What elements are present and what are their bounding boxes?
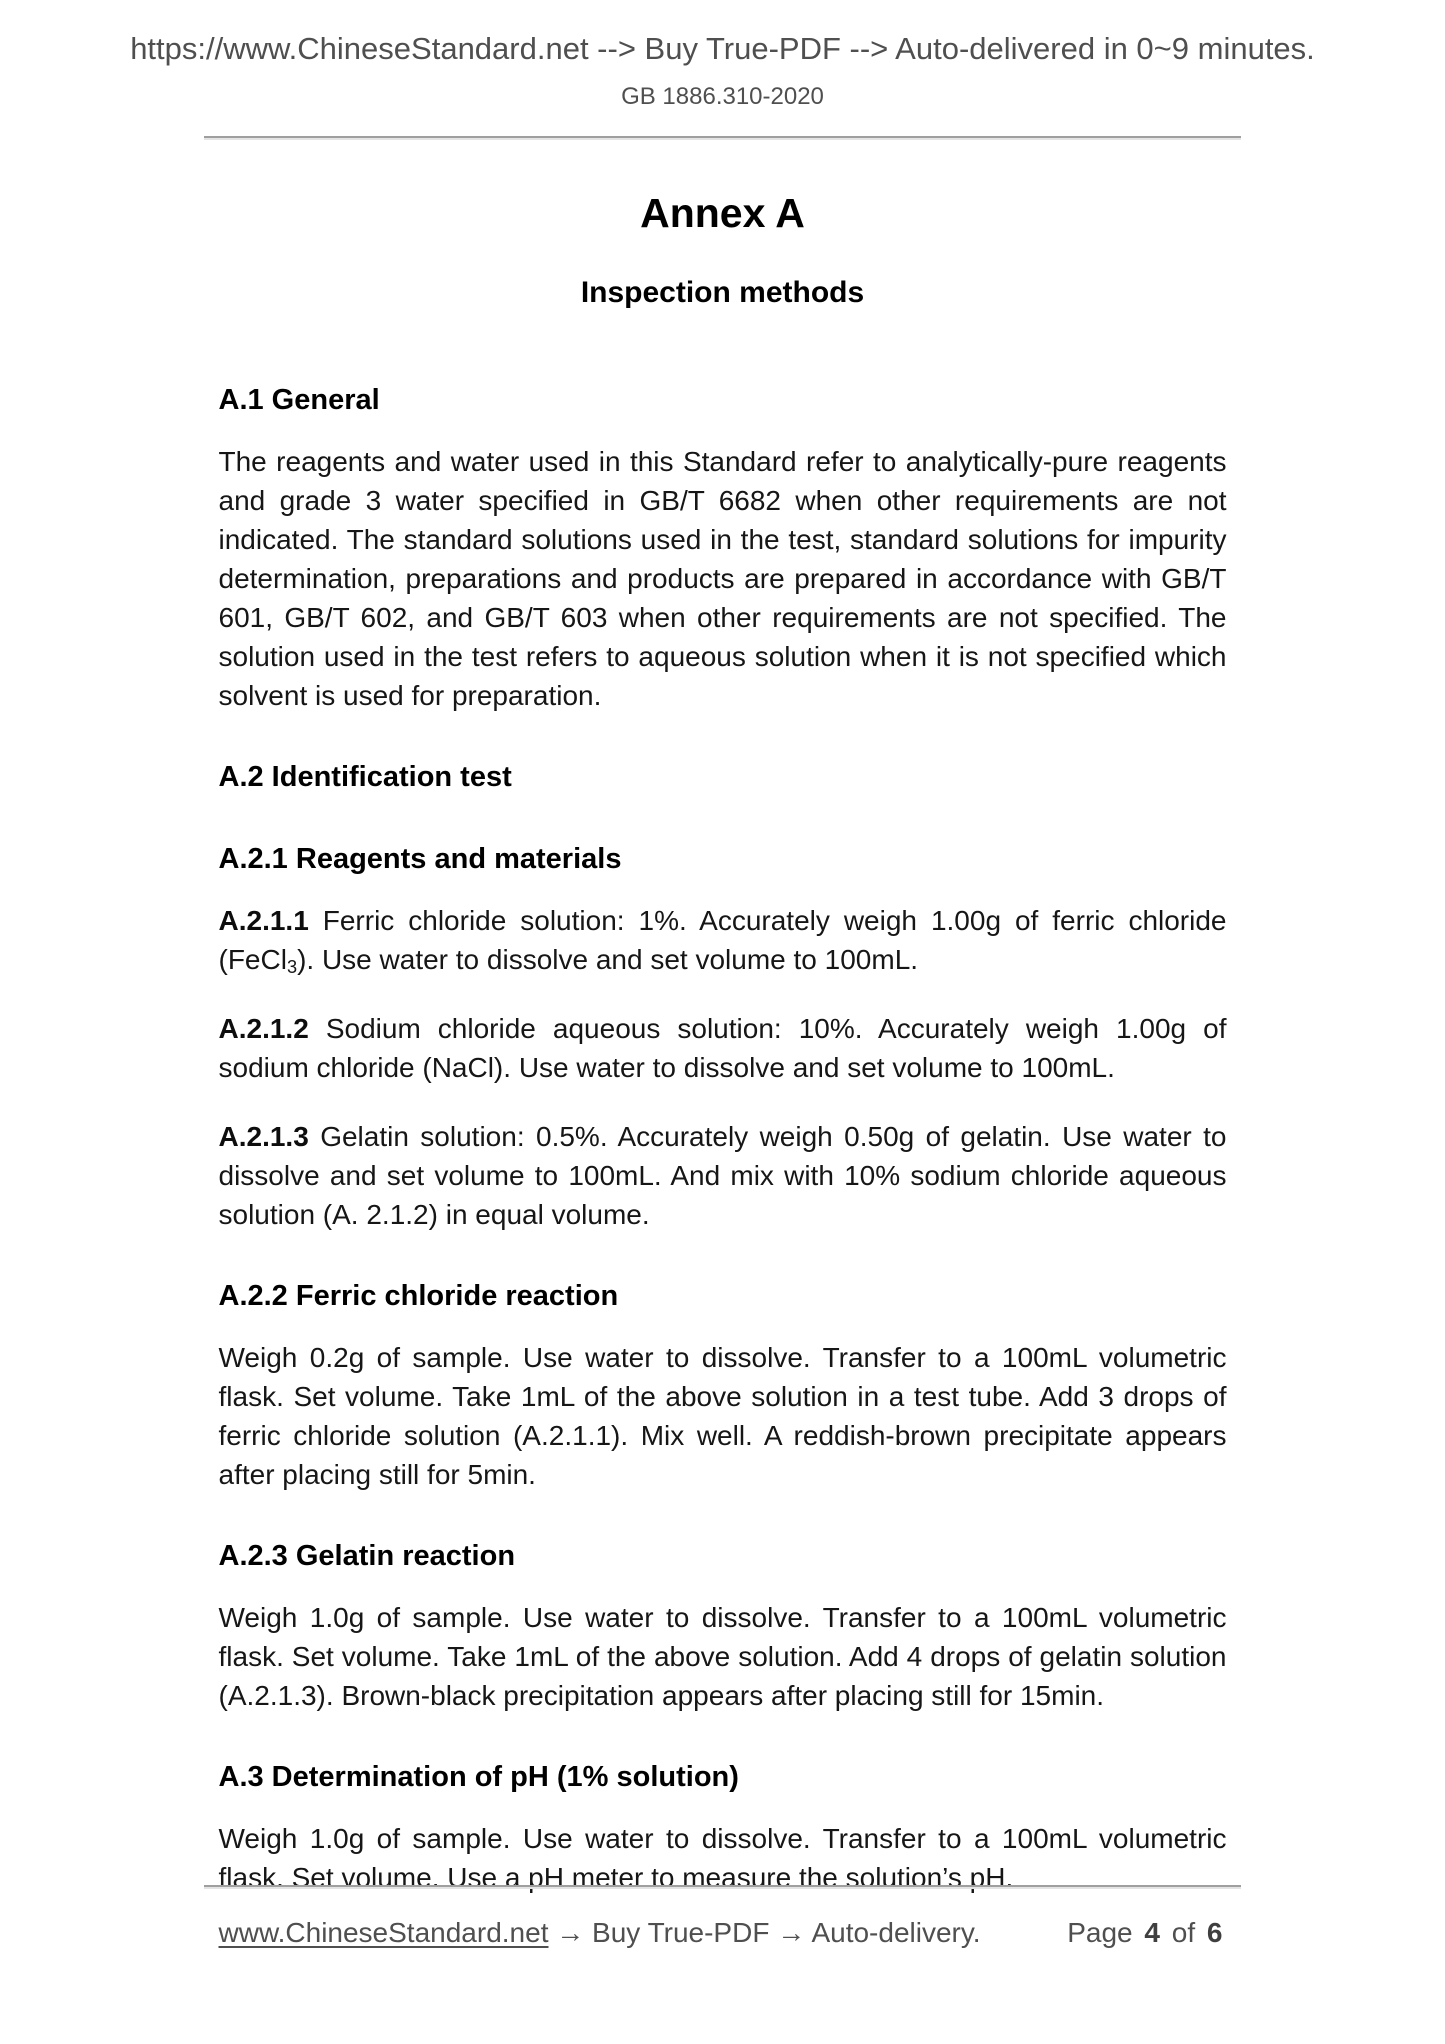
- heading-a2-identification-test: A.2 Identification test: [218, 761, 512, 793]
- paragraph-a212: [219, 1009, 1227, 1087]
- header-promo-line: https://www.ChineseStandard.net --> Buy True-PDF --> Auto-delivered in 0~9 minutes.: [130, 31, 1315, 66]
- footer-divider: [204, 1885, 1241, 1889]
- clause-label-a212: A.2.1.2: [218, 1013, 309, 1044]
- footer-delivery-text: Auto-delivery.: [811, 1917, 981, 1948]
- footer-site-link[interactable]: www.ChineseStandard.net: [218, 1917, 549, 1948]
- pdf-footer: [0, 1885, 1445, 1951]
- heading-a23-gelatin-reaction: A.2.3 Gelatin reaction: [218, 1540, 516, 1572]
- footer-page-indicator: [1067, 1915, 1226, 1951]
- paragraph-a211: [219, 901, 1227, 979]
- chemical-subscript-fecl3: 3: [286, 957, 298, 977]
- footer-buy-text: Buy True-PDF: [592, 1917, 770, 1948]
- paragraph-a211-text-2: ). Use water to dissolve and set volume to 100mL.: [297, 944, 919, 975]
- paragraph-a22: Weigh 0.2g of sample. Use water to dissolve. Transfer to a 100mL volumetric flask. Set volume. Take 1mL of the above solution in a test tube. Add 3 drops of ferric chloride solution (A.2.1.1). Mix well. A reddish-brown precipitate appears after placing still for 5min.: [218, 1342, 1227, 1490]
- footer-of-label: of: [1171, 1917, 1196, 1948]
- annex-subtitle: Inspection methods: [580, 276, 865, 309]
- header-divider: [204, 136, 1241, 140]
- paragraph-a212-text: Sodium chloride aqueous solution: 10%. Accurately weigh 1.00g of sodium chloride (NaCl). Use water to dissolve and set volume to 100mL.: [218, 1013, 1227, 1083]
- pdf-header: [0, 0, 1445, 112]
- paragraph-a211-text-1: Ferric chloride solution: 1%. Accurately weigh 1.00g of ferric chloride (FeCl: [218, 905, 1227, 975]
- paragraph-a213: [219, 1117, 1227, 1234]
- document-content: [219, 188, 1227, 1897]
- annex-title: Annex A: [640, 190, 805, 236]
- heading-a3-ph-determination: A.3 Determination of pH (1% solution): [218, 1761, 739, 1793]
- footer-page-number: 4: [1144, 1917, 1160, 1948]
- heading-a1-general: A.1 General: [218, 384, 380, 416]
- header-standard-number: GB 1886.310-2020: [621, 83, 824, 110]
- footer-page-total: 6: [1206, 1917, 1223, 1948]
- paragraph-a213-text: Gelatin solution: 0.5%. Accurately weigh 0.50g of gelatin. Use water to dissolve and set volume to 100mL. And mix with 10% sodium chloride aqueous solution (A. 2.1.2) in equal volume.: [218, 1121, 1227, 1230]
- clause-label-a211: A.2.1.1: [218, 905, 309, 936]
- heading-a22-ferric-chloride-reaction: A.2.2 Ferric chloride reaction: [218, 1280, 619, 1312]
- heading-a21-reagents-materials: A.2.1 Reagents and materials: [218, 843, 622, 875]
- arrow-right-icon: →: [556, 1917, 585, 1948]
- clause-label-a213: A.2.1.3: [218, 1121, 309, 1152]
- arrow-right-icon-2: →: [777, 1917, 806, 1948]
- footer-page-label: Page: [1067, 1917, 1133, 1948]
- paragraph-a23: Weigh 1.0g of sample. Use water to dissolve. Transfer to a 100mL volumetric flask. Set volume. Take 1mL of the above solution. Add 4 drops of gelatin solution (A.2.1.3). Brown-black precipitation appears after placing still for 15min.: [218, 1602, 1227, 1711]
- paragraph-a1: The reagents and water used in this Standard refer to analytically-pure reagents and grade 3 water specified in GB/T 6682 when other requirements are not indicated. The standard solutions used in the test, standard solutions for impurity determination, preparations and products are prepared in accordance with GB/T 601, GB/T 602, and GB/T 603 when other requirements are not specified. The solution used in the test refers to aqueous solution when it is not specified which solvent is used for preparation.: [218, 446, 1227, 711]
- footer-left: [219, 1915, 981, 1951]
- paragraph-a3: Weigh 1.0g of sample. Use water to dissolve. Transfer to a 100mL volumetric flask. Set volume. Use a pH meter to measure the solution’s pH.: [218, 1823, 1227, 1893]
